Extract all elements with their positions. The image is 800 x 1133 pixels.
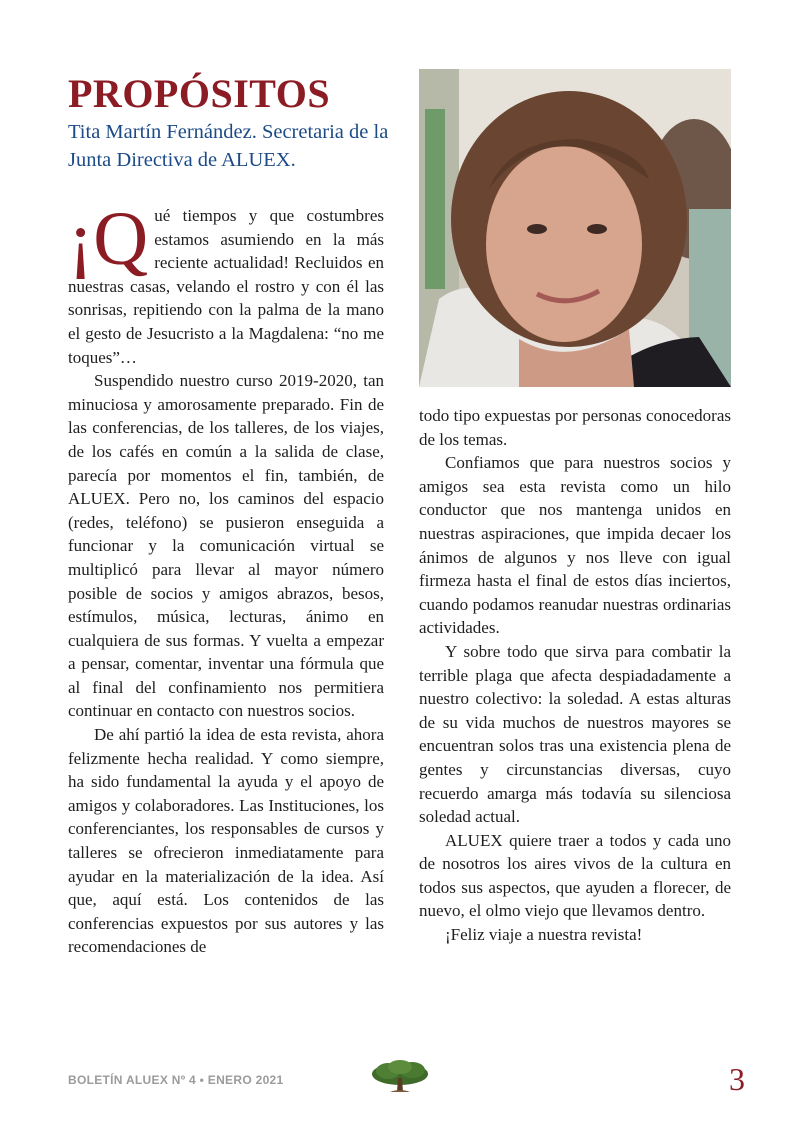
article-column-left xyxy=(68,197,384,959)
page-number: 3 xyxy=(729,1061,745,1097)
article-title: PROPÓSITOS xyxy=(68,71,331,116)
article-paragraph: ALUEX quiere traer a todos y cada uno de nosotros los aires vivos de la cultura en todos sus aspectos, que ayuden a florecer, de nuevo, el olmo viejo que llevamos dentro. xyxy=(419,830,731,921)
article-paragraph: De ahí partió la idea de esta revista, ahora felizmente hecha realidad. Y como siempre, ha sido fundamental la ayuda y el apoyo de amigos y colaboradores. Las Instituciones, los conferenciantes, los responsables de cursos y talleres se ofrecieron inmediatamente para ayudar en la materialización de la idea. Así que, aquí está. Los contenidos de las conferencias expuestos por sus autores y las recomendaciones de xyxy=(68,725,384,957)
article-paragraph: ¡Feliz viaje a nuestra revista! xyxy=(445,925,643,945)
article-paragraph: todo tipo expuestas por personas conocedoras de los temas. xyxy=(419,406,731,449)
article-paragraph: Confiamos que para nuestros socios y amigos sea esta revista como un hilo conductor que nos mantenga unidos en nuestras aspiraciones, que impida decaer los ánimos de algunos y nos lleve con igual firmeza hasta el final de estos días inciertos, cuando podamos reanudar nuestras ordinarias actividades. xyxy=(419,453,731,638)
paragraph-text: ué tiempos y que costumbres estamos asumiendo en la más reciente actualidad! Recluidos en nuestras casas, velando el rostro y con él las sonrisas, repitiendo con la palma de la mano el gesto de Jesucristo a la Magdalena: “no me toques”… xyxy=(68,206,384,367)
article-paragraph: Suspendido nuestro curso 2019-2020, tan minuciosa y amorosamente preparado. Fin de las conferencias, de los talleres, de los viajes, de los cafés en común a la salida de clase, parecía por momentos el fin, también, de ALUEX. Pero no, los caminos del espacio (redes, teléfono) se pusieron enseguida a funcionar y la comunicación virtual se multiplicó para llevar al mayor número posible de socios y amigos abrazos, besos, estímulos, música, lecturas, ánimo en cualquiera de sus formas. Y vuelta a empezar a pensar, comentar, inventar una fórmula que al final del confinamiento nos permitiera continuar en contacto con nuestros socios. xyxy=(68,371,384,721)
author-portrait-image xyxy=(419,69,731,387)
footer-publication: BOLETÍN ALUEX Nº 4 • ENERO 2021 xyxy=(68,1073,284,1087)
author-photo xyxy=(419,69,731,387)
article-byline: Tita Martín Fernández. Secretaria de la Junta Directiva de ALUEX. xyxy=(68,121,389,171)
drop-cap: ¡Q xyxy=(68,197,149,281)
article-paragraph xyxy=(68,197,384,369)
tree-icon xyxy=(370,1058,430,1096)
article-paragraph: Y sobre todo que sirva para combatir la terrible plaga que afecta despiadadamente a nuestro colectivo: la soledad. A estas alturas de su vida muchos de nuestros mayores se encuentran solos tras una existencia plena de gentes y circunstancias diversas, cuyo recuerdo amarga más todavía su silenciosa soledad actual. xyxy=(419,641,731,827)
article-column-right xyxy=(419,404,731,947)
